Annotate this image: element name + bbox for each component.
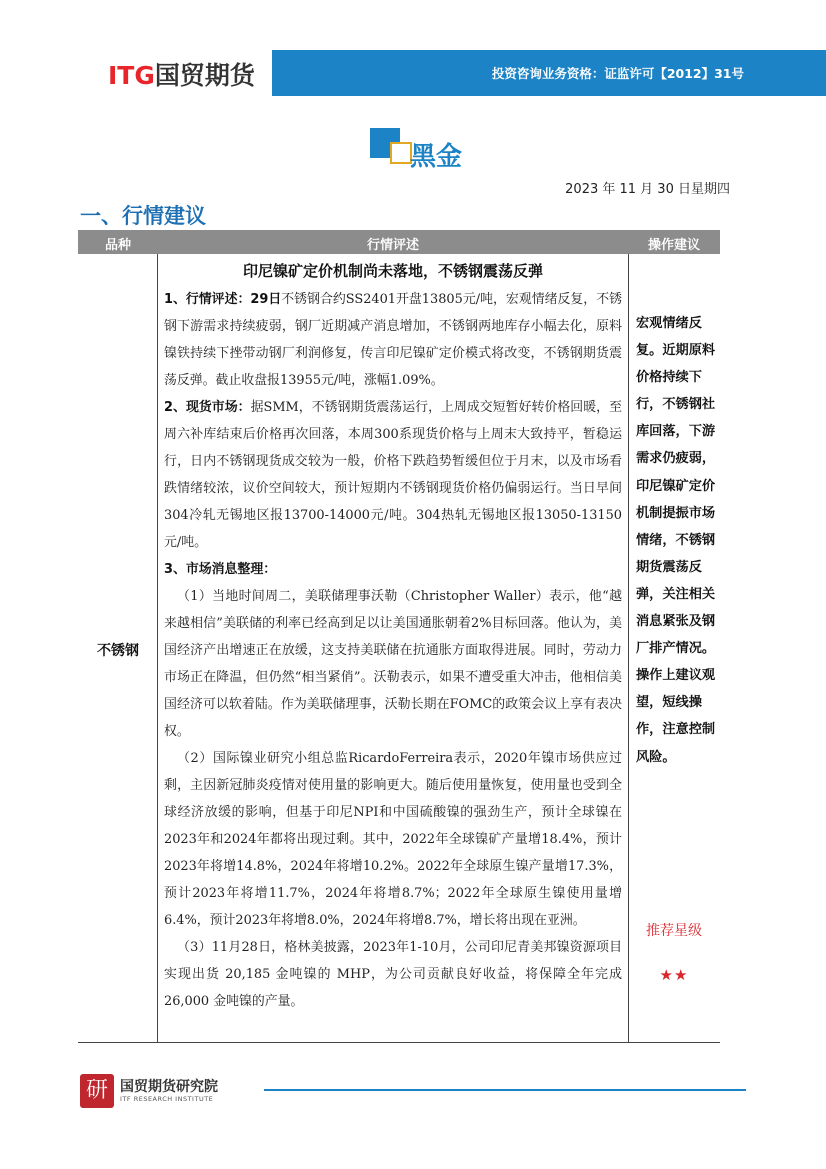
recommendation-table (78, 230, 720, 1043)
doc-title-text: 黑金 (410, 142, 463, 172)
spot-market-paragraph (164, 394, 622, 556)
logo-name: 国贸期货 (154, 61, 255, 90)
header-advice: 操作建议 (647, 238, 700, 253)
product-cell: 不锈钢 (97, 643, 139, 659)
rating-stars-icon: ★★ (659, 966, 689, 984)
page-footer (80, 1074, 746, 1114)
report-date: 2023 年 11 月 30 日星期四 (565, 182, 730, 197)
doc-title (370, 128, 490, 172)
spot-market-label: 2、现货市场： (164, 400, 251, 415)
advice-cell: 宏观情绪反复。近期原料价格持续下行，不锈钢社库回落，下游需求仍疲弱，印尼镍矿定价机制提振市场情绪，不锈钢期货震荡反弹，关注相关消息紧张及钢厂排产情况。操作上建议观望，短线操作，注意控制风险。 (636, 316, 716, 765)
market-review-paragraph (164, 286, 622, 394)
market-review-text: 不锈钢合约SS2401开盘13805元/吨，宏观情绪反复，不锈钢下游需求持续疲弱，钢厂近期减产消息增加，不锈钢两地库存小幅去化，原料镍铁持续下挫带动钢厂利润修复，传言印尼镍矿定价模式将改变，不锈钢期货震荡反弹。截止收盘报13955元/吨，涨幅1.09%。 (164, 292, 622, 388)
commentary-title: 印尼镍矿定价机制尚未落地，不锈钢震荡反弹 (242, 262, 543, 280)
rating-label: 推荐星级 (646, 923, 702, 939)
footer-divider (264, 1089, 746, 1091)
table-header-row (78, 230, 720, 254)
logo-brand: ITG (108, 61, 155, 90)
title-outline-square-icon (390, 142, 412, 164)
company-logo (108, 56, 255, 92)
institute-name-en: ITF RESEARCH INSTITUTE (120, 1095, 214, 1103)
news-item: （2）国际镍业研究小组总监RicardoFerreira表示，2020年镍市场供应过剩，主因新冠肺炎疫情对使用量的影响更大。随后使用量恢复，使用量也受到全球经济放缓的影响，但基于印尼NPI和中国硫酸镍的强劲生产，预计全球镍在2023年和2024年都将出现过剩。其中，2022年全球镍矿产量增18.4%，预计2023年将增14.8%，2024年将增10.2%。2022年全球原生镍产量增17.3%，预计2023年将增11.7%，2024年将增8.7%；2022年全球原生镍使用量增6.4%，预计2023年将增8.0%，2024年将增8.7%，增长将出现在亚洲。 (164, 751, 622, 928)
news-heading: 3、市场消息整理： (164, 562, 277, 577)
header-commentary: 行情评述 (366, 238, 419, 253)
news-item: （1）当地时间周二，美联储理事沃勒（Christopher Waller）表示，他“越来越相信”美联储的利率已经高到足以让美国通胀朝着2%目标回落。他认为，美国经济产出增速正在放缓，这支持美联储在抗通胀方面取得进展。同时，劳动力市场正在降温，但仍然“相当紧俏”。沃勒表示，如果不遭受重大冲击，他相信美国经济可以软着陆。作为美联储理事，沃勒长期在FOMC的政策会议上享有表决权。 (164, 589, 622, 739)
research-seal-icon: 研 (80, 1074, 114, 1108)
market-review-label: 1、行情评述：29日 (164, 292, 282, 307)
news-item: （3）11月28日，格林美披露，2023年1-10月，公司印尼青美邦镍资源项目实现出货 20,185 金吨镍的 MHP，为公司贡献良好收益，将保障全年完成 26,000 金吨镍的产量。 (164, 940, 622, 1009)
section-heading: 一、行情建议 (80, 204, 206, 228)
institute-name: 国贸期货研究院 (120, 1079, 218, 1095)
commentary-cell (164, 258, 622, 1015)
header-product: 品种 (104, 238, 131, 253)
page-header (0, 0, 826, 96)
qualification-text: 投资咨询业务资格：证监许可【2012】31号 (491, 66, 744, 81)
spot-market-text: 据SMM，不锈钢期货震荡运行，上周成交短暂好转价格回暖，至周六补库结束后价格再次回落，本周300系现货价格与上周末大致持平，暂稳运行，日内不锈钢现货成交较为一般，价格下跌趋势暂缓但位于月末，以及市场看跌情绪较浓，议价空间较大，预计短期内不锈钢现货价格仍偏弱运行。当日早间304冷轧无锡地区报13700-14000元/吨。304热轧无锡地区报13050-13150元/吨。 (164, 400, 622, 550)
